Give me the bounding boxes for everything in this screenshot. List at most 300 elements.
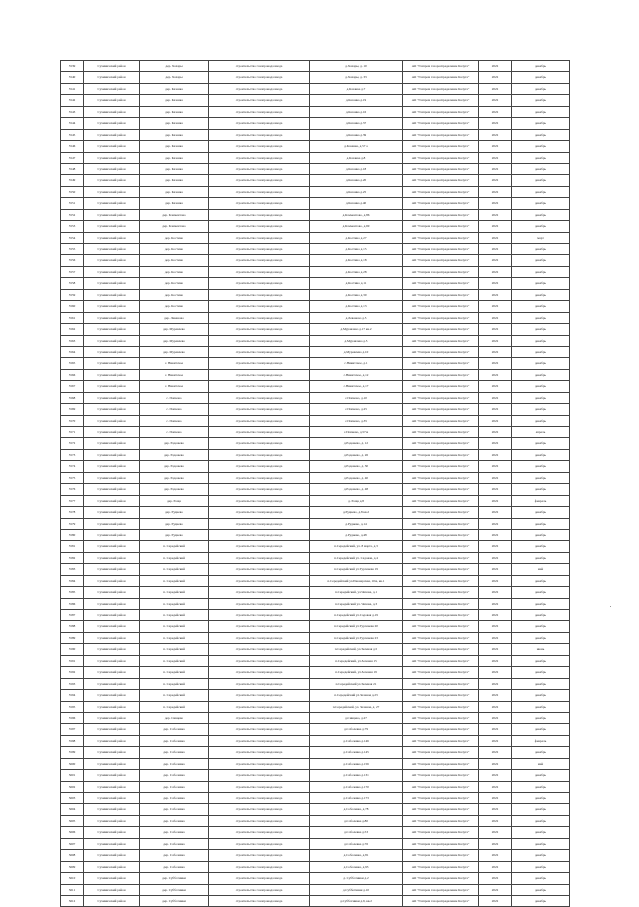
month-cell: декабрь xyxy=(512,152,570,163)
year-cell: 2022 xyxy=(479,758,512,769)
table-row xyxy=(61,621,570,632)
row-number: 5549 xyxy=(61,175,84,186)
year-cell: 2022 xyxy=(479,106,512,117)
district-cell: Сухиничский район xyxy=(84,507,140,518)
month-cell: декабрь xyxy=(512,850,570,861)
organization-cell: АО "Газпром газораспределение Калуга" xyxy=(403,770,479,781)
year-cell: 2022 xyxy=(479,701,512,712)
district-cell: Сухиничский район xyxy=(84,587,140,598)
row-number: 5545 xyxy=(61,129,84,140)
organization-cell: АО "Газпром газораспределение Калуга" xyxy=(403,873,479,884)
district-cell: Сухиничский район xyxy=(84,598,140,609)
locality-cell: с. Никитское xyxy=(140,381,209,392)
work-type-cell: строительство газопровода ввода xyxy=(209,895,310,906)
work-type-cell: строительство газопровода ввода xyxy=(209,564,310,575)
district-cell: Сухиничский район xyxy=(84,346,140,357)
locality-cell: дер. Хохары xyxy=(140,72,209,83)
month-cell: декабрь xyxy=(512,198,570,209)
year-cell: 2022 xyxy=(479,667,512,678)
district-cell: Сухиничский район xyxy=(84,838,140,849)
district-cell: Сухиничский район xyxy=(84,392,140,403)
organization-cell: АО "Газпром газораспределение Калуга" xyxy=(403,804,479,815)
organization-cell: АО "Газпром газораспределение Калуга" xyxy=(403,198,479,209)
district-cell: Сухиничский район xyxy=(84,610,140,621)
month-cell: декабрь xyxy=(512,415,570,426)
address-cell: с.Попково, д.25 xyxy=(310,404,403,415)
district-cell: Сухиничский район xyxy=(84,175,140,186)
locality-cell: п. Середейский xyxy=(140,632,209,643)
organization-cell: АО "Газпром газораспределение Калуга" xyxy=(403,461,479,472)
month-cell: декабрь xyxy=(512,884,570,895)
organization-cell: АО "Газпром газораспределение Калуга" xyxy=(403,793,479,804)
locality-cell: дер. Роща xyxy=(140,495,209,506)
locality-cell: дер. Соболевка xyxy=(140,861,209,872)
work-type-cell: строительство газопровода ввода xyxy=(209,861,310,872)
work-type-cell: строительство газопровода ввода xyxy=(209,232,310,243)
month-cell: декабрь xyxy=(512,529,570,540)
locality-cell: дер. Соболевка xyxy=(140,804,209,815)
month-cell: декабрь xyxy=(512,83,570,94)
month-cell: декабрь xyxy=(512,141,570,152)
year-cell: 2022 xyxy=(479,198,512,209)
row-number: 5578 xyxy=(61,507,84,518)
locality-cell: дер. Казанка xyxy=(140,95,209,106)
locality-cell: дер. Костино xyxy=(140,289,209,300)
table-row xyxy=(61,438,570,449)
address-cell: с.Никитское, д.12 xyxy=(310,369,403,380)
table-row xyxy=(61,415,570,426)
table-row xyxy=(61,163,570,174)
address-cell: д.Казанка д.39 xyxy=(310,129,403,140)
organization-cell: АО "Газпром газораспределение Калуга" xyxy=(403,575,479,586)
work-type-cell: строительство газопровода ввода xyxy=(209,438,310,449)
work-type-cell: строительство газопровода ввода xyxy=(209,518,310,529)
work-type-cell: строительство газопровода ввода xyxy=(209,301,310,312)
address-cell: с.Попково, д.10 xyxy=(310,392,403,403)
district-cell: Сухиничский район xyxy=(84,804,140,815)
address-cell: п.Середейский, ул. Зеленая, д. 27 xyxy=(310,701,403,712)
work-type-cell: строительство газопровода ввода xyxy=(209,667,310,678)
row-number: 5563 xyxy=(61,335,84,346)
work-type-cell: строительство газопровода ввода xyxy=(209,484,310,495)
district-cell: Сухиничский район xyxy=(84,129,140,140)
address-cell: д.Соболевка д.53 xyxy=(310,827,403,838)
address-cell: д.Радожево, д. 40 xyxy=(310,472,403,483)
table-row xyxy=(61,335,570,346)
work-type-cell: строительство газопровода ввода xyxy=(209,610,310,621)
locality-cell: дер. Субботники xyxy=(140,884,209,895)
month-cell: декабрь xyxy=(512,472,570,483)
row-number: 5548 xyxy=(61,163,84,174)
month-cell: декабрь xyxy=(512,438,570,449)
organization-cell: АО "Газпром газораспределение Калуга" xyxy=(403,690,479,701)
table-row xyxy=(61,827,570,838)
district-cell: Сухиничский район xyxy=(84,850,140,861)
row-number: 5559 xyxy=(61,289,84,300)
month-cell: декабрь xyxy=(512,392,570,403)
year-cell: 2022 xyxy=(479,598,512,609)
year-cell: 2022 xyxy=(479,438,512,449)
month-cell: декабрь xyxy=(512,266,570,277)
address-cell: д.Казанка д.16 xyxy=(310,106,403,117)
table-row xyxy=(61,266,570,277)
year-cell: 2022 xyxy=(479,781,512,792)
year-cell: 2022 xyxy=(479,495,512,506)
organization-cell: АО "Газпром газораспределение Калуга" xyxy=(403,209,479,220)
district-cell: Сухиничский район xyxy=(84,793,140,804)
district-cell: Сухиничский район xyxy=(84,95,140,106)
work-type-cell: строительство газопровода ввода xyxy=(209,335,310,346)
work-type-cell: строительство газопровода ввода xyxy=(209,552,310,563)
year-cell: 2022 xyxy=(479,712,512,723)
row-number: 5542 xyxy=(61,95,84,106)
table-row xyxy=(61,873,570,884)
locality-cell: п. Середейский xyxy=(140,541,209,552)
row-number: 5557 xyxy=(61,266,84,277)
work-type-cell: строительство газопровода ввода xyxy=(209,655,310,666)
year-cell: 2022 xyxy=(479,244,512,255)
month-cell: декабрь xyxy=(512,381,570,392)
district-cell: Сухиничский район xyxy=(84,289,140,300)
year-cell: 2022 xyxy=(479,129,512,140)
table-row xyxy=(61,861,570,872)
address-cell: д.Соболевка д.146 xyxy=(310,735,403,746)
district-cell: Сухиничский район xyxy=(84,186,140,197)
work-type-cell: строительство газопровода ввода xyxy=(209,541,310,552)
address-cell: п.Середейский ул.Пионерская, 10А, кв.1 xyxy=(310,575,403,586)
organization-cell: АО "Газпром газораспределение Калуга" xyxy=(403,221,479,232)
month-cell: декабрь xyxy=(512,678,570,689)
work-type-cell: строительство газопровода ввода xyxy=(209,186,310,197)
row-number: 5543 xyxy=(61,106,84,117)
address-cell: п.Середейский, ул. 8 марта, д.3 xyxy=(310,541,403,552)
year-cell: 2022 xyxy=(479,335,512,346)
locality-cell: дер. Соболевка xyxy=(140,838,209,849)
address-cell: д.Соболевка, д.81 xyxy=(310,850,403,861)
work-type-cell: строительство газопровода ввода xyxy=(209,632,310,643)
year-cell: 2022 xyxy=(479,529,512,540)
row-number: 5610 xyxy=(61,873,84,884)
year-cell: 2022 xyxy=(479,61,512,72)
address-cell: д.Казанка д.20 xyxy=(310,175,403,186)
year-cell: 2022 xyxy=(479,118,512,129)
work-type-cell: строительство газопровода ввода xyxy=(209,598,310,609)
table-row xyxy=(61,209,570,220)
organization-cell: АО "Газпром газораспределение Калуга" xyxy=(403,598,479,609)
row-number: 5561 xyxy=(61,312,84,323)
locality-cell: дер. Соболевка xyxy=(140,735,209,746)
district-cell: Сухиничский район xyxy=(84,72,140,83)
locality-cell: дер. Соболевка xyxy=(140,827,209,838)
year-cell: 2022 xyxy=(479,289,512,300)
district-cell: Сухиничский район xyxy=(84,747,140,758)
address-cell: п.Середейский ул.Тургенева 19 xyxy=(310,564,403,575)
table-row xyxy=(61,644,570,655)
district-cell: Сухиничский район xyxy=(84,770,140,781)
address-cell: д.Соболевка, д.93 xyxy=(310,861,403,872)
row-number: 5583 xyxy=(61,564,84,575)
table-row xyxy=(61,278,570,289)
work-type-cell: строительство газопровода ввода xyxy=(209,724,310,735)
work-type-cell: строительство газопровода ввода xyxy=(209,381,310,392)
work-type-cell: строительство газопровода ввода xyxy=(209,175,310,186)
year-cell: 2022 xyxy=(479,518,512,529)
row-number: 5562 xyxy=(61,324,84,335)
address-cell: п.Середейский ул.Зеленая д.23 xyxy=(310,690,403,701)
locality-cell: дер. Соболевка xyxy=(140,815,209,826)
month-cell: декабрь xyxy=(512,484,570,495)
organization-cell: АО "Газпром газораспределение Калуга" xyxy=(403,106,479,117)
month-cell: декабрь xyxy=(512,621,570,632)
row-number: 5570 xyxy=(61,415,84,426)
year-cell: 2022 xyxy=(479,324,512,335)
table-row xyxy=(61,312,570,323)
table-row xyxy=(61,507,570,518)
address-cell: д.Сивцево, д.27 xyxy=(310,712,403,723)
year-cell: 2022 xyxy=(479,827,512,838)
address-cell: д.Казанка д.18 xyxy=(310,163,403,174)
year-cell: 2022 xyxy=(479,552,512,563)
organization-cell: АО "Газпром газораспределение Калуга" xyxy=(403,518,479,529)
address-cell: д. Субботники д.2 xyxy=(310,873,403,884)
organization-cell: АО "Газпром газораспределение Калуга" xyxy=(403,141,479,152)
address-cell: д.Клементово, д.86 xyxy=(310,209,403,220)
organization-cell: АО "Газпром газораспределение Калуга" xyxy=(403,884,479,895)
month-cell: декабрь xyxy=(512,724,570,735)
table-row xyxy=(61,129,570,140)
month-cell: декабрь xyxy=(512,358,570,369)
row-number: 5604 xyxy=(61,804,84,815)
year-cell: 2022 xyxy=(479,72,512,83)
locality-cell: п. Середейский xyxy=(140,621,209,632)
row-number: 5566 xyxy=(61,369,84,380)
address-cell: д.Радожево, д. 26 xyxy=(310,449,403,460)
district-cell: Сухиничский район xyxy=(84,541,140,552)
month-cell: декабрь xyxy=(512,118,570,129)
month-cell: декабрь xyxy=(512,804,570,815)
year-cell: 2022 xyxy=(479,587,512,598)
month-cell: декабрь xyxy=(512,895,570,906)
work-type-cell: строительство газопровода ввода xyxy=(209,495,310,506)
month-cell: декабрь xyxy=(512,610,570,621)
district-cell: Сухиничский район xyxy=(84,552,140,563)
district-cell: Сухиничский район xyxy=(84,575,140,586)
month-cell: декабрь xyxy=(512,667,570,678)
locality-cell: дер. Радожево xyxy=(140,484,209,495)
row-number: 5612 xyxy=(61,895,84,906)
organization-cell: АО "Газпром газораспределение Калуга" xyxy=(403,392,479,403)
locality-cell: дер. Хохары xyxy=(140,61,209,72)
work-type-cell: строительство газопровода ввода xyxy=(209,255,310,266)
table-row xyxy=(61,632,570,643)
row-number: 5606 xyxy=(61,827,84,838)
row-number: 5577 xyxy=(61,495,84,506)
year-cell: 2022 xyxy=(479,541,512,552)
locality-cell: дер. Муравлево xyxy=(140,346,209,357)
table-row xyxy=(61,232,570,243)
month-cell: декабрь xyxy=(512,312,570,323)
work-type-cell: строительство газопровода ввода xyxy=(209,644,310,655)
organization-cell: АО "Газпром газораспределение Калуга" xyxy=(403,895,479,906)
table-row xyxy=(61,850,570,861)
row-number: 5560 xyxy=(61,301,84,312)
row-number: 5596 xyxy=(61,712,84,723)
month-cell: декабрь xyxy=(512,278,570,289)
work-type-cell: строительство газопровода ввода xyxy=(209,163,310,174)
district-cell: Сухиничский район xyxy=(84,266,140,277)
work-type-cell: строительство газопровода ввода xyxy=(209,827,310,838)
year-cell: 2022 xyxy=(479,232,512,243)
table-row xyxy=(61,118,570,129)
district-cell: Сухиничский район xyxy=(84,381,140,392)
organization-cell: АО "Газпром газораспределение Калуга" xyxy=(403,507,479,518)
address-cell: п.Середейский, ул.Чехова, д.1 xyxy=(310,587,403,598)
row-number: 5586 xyxy=(61,598,84,609)
address-cell: д.Соболевка д.156 xyxy=(310,758,403,769)
work-type-cell: строительство газопровода ввода xyxy=(209,701,310,712)
address-cell: п.Середейский ул.Зеленая 21 xyxy=(310,678,403,689)
table-row xyxy=(61,495,570,506)
month-cell: май xyxy=(512,758,570,769)
year-cell: 2022 xyxy=(479,655,512,666)
year-cell: 2022 xyxy=(479,690,512,701)
year-cell: 2022 xyxy=(479,815,512,826)
work-type-cell: строительство газопровода ввода xyxy=(209,61,310,72)
organization-cell: АО "Газпром газораспределение Калуга" xyxy=(403,610,479,621)
district-cell: Сухиничский район xyxy=(84,701,140,712)
organization-cell: АО "Газпром газораспределение Калуга" xyxy=(403,358,479,369)
organization-cell: АО "Газпром газораспределение Калуга" xyxy=(403,861,479,872)
table-row xyxy=(61,301,570,312)
row-number: 5590 xyxy=(61,644,84,655)
work-type-cell: строительство газопровода ввода xyxy=(209,793,310,804)
district-cell: Сухиничский район xyxy=(84,632,140,643)
work-type-cell: строительство газопровода ввода xyxy=(209,781,310,792)
table-row xyxy=(61,564,570,575)
locality-cell: дер. Казанка xyxy=(140,129,209,140)
year-cell: 2022 xyxy=(479,278,512,289)
year-cell: 2022 xyxy=(479,266,512,277)
work-type-cell: строительство газопровода ввода xyxy=(209,884,310,895)
district-cell: Сухиничский район xyxy=(84,415,140,426)
table-row xyxy=(61,152,570,163)
row-number: 5598 xyxy=(61,735,84,746)
district-cell: Сухиничский район xyxy=(84,141,140,152)
row-number: 5584 xyxy=(61,575,84,586)
locality-cell: с. Никитское xyxy=(140,369,209,380)
row-number: 5588 xyxy=(61,621,84,632)
table-row xyxy=(61,667,570,678)
locality-cell: дер. Костино xyxy=(140,266,209,277)
address-cell: д.Муравлево д.5 xyxy=(310,335,403,346)
locality-cell: дер. Казанка xyxy=(140,83,209,94)
month-cell: декабрь xyxy=(512,449,570,460)
district-cell: Сухиничский район xyxy=(84,861,140,872)
work-type-cell: строительство газопровода ввода xyxy=(209,873,310,884)
organization-cell: АО "Газпром газораспределение Калуга" xyxy=(403,621,479,632)
address-cell: д.Костино д.15 xyxy=(310,244,403,255)
year-cell: 2022 xyxy=(479,850,512,861)
organization-cell: АО "Газпром газораспределение Калуга" xyxy=(403,163,479,174)
row-number: 5550 xyxy=(61,186,84,197)
month-cell: март xyxy=(512,232,570,243)
organization-cell: АО "Газпром газораспределение Калуга" xyxy=(403,324,479,335)
locality-cell: п. Середейский xyxy=(140,610,209,621)
work-type-cell: строительство газопровода ввода xyxy=(209,72,310,83)
organization-cell: АО "Газпром газораспределение Калуга" xyxy=(403,83,479,94)
locality-cell: п. Середейский xyxy=(140,564,209,575)
row-number: 5582 xyxy=(61,552,84,563)
table-row xyxy=(61,404,570,415)
district-cell: Сухиничский район xyxy=(84,472,140,483)
organization-cell: АО "Газпром газораспределение Калуга" xyxy=(403,472,479,483)
address-cell: с.Никитское, д.17 xyxy=(310,381,403,392)
district-cell: Сухиничский район xyxy=(84,221,140,232)
district-cell: Сухиничский район xyxy=(84,621,140,632)
organization-cell: АО "Газпром газораспределение Калуга" xyxy=(403,232,479,243)
row-number: 5591 xyxy=(61,655,84,666)
work-type-cell: строительство газопровода ввода xyxy=(209,198,310,209)
district-cell: Сухиничский район xyxy=(84,335,140,346)
organization-cell: АО "Газпром газораспределение Калуга" xyxy=(403,95,479,106)
year-cell: 2022 xyxy=(479,610,512,621)
address-cell: п.Середейский, ул.Зеленая 15 xyxy=(310,655,403,666)
table-row xyxy=(61,770,570,781)
address-cell: д.Соболевка д.80 xyxy=(310,815,403,826)
locality-cell: п. Середейский xyxy=(140,587,209,598)
organization-cell: АО "Газпром газораспределение Калуга" xyxy=(403,587,479,598)
row-number: 5600 xyxy=(61,758,84,769)
address-cell: п.Середейский, ул.Зеленая 19 xyxy=(310,667,403,678)
address-cell: д.Муравлево д.10 xyxy=(310,346,403,357)
district-cell: Сухиничский район xyxy=(84,404,140,415)
locality-cell: дер. Казанка xyxy=(140,106,209,117)
organization-cell: АО "Газпром газораспределение Калуга" xyxy=(403,667,479,678)
locality-cell: п. Середейский xyxy=(140,701,209,712)
month-cell: июнь xyxy=(512,644,570,655)
locality-cell: дер. Соболевка xyxy=(140,850,209,861)
district-cell: Сухиничский район xyxy=(84,106,140,117)
row-number: 5558 xyxy=(61,278,84,289)
district-cell: Сухиничский район xyxy=(84,209,140,220)
organization-cell: АО "Газпром газораспределение Калуга" xyxy=(403,655,479,666)
work-type-cell: строительство газопровода ввода xyxy=(209,747,310,758)
year-cell: 2022 xyxy=(479,163,512,174)
month-cell: декабрь xyxy=(512,587,570,598)
organization-cell: АО "Газпром газораспределение Калуга" xyxy=(403,781,479,792)
organization-cell: АО "Газпром газораспределение Калуга" xyxy=(403,495,479,506)
table-row xyxy=(61,701,570,712)
work-type-cell: строительство газопровода ввода xyxy=(209,346,310,357)
district-cell: Сухиничский район xyxy=(84,427,140,438)
district-cell: Сухиничский район xyxy=(84,83,140,94)
address-cell: п.Середейский ул. Чехова, д.3 xyxy=(310,598,403,609)
district-cell: Сухиничский район xyxy=(84,484,140,495)
address-cell: д.Костино д.30 xyxy=(310,289,403,300)
address-cell: д.Казанка д.37 xyxy=(310,118,403,129)
row-number: 5541 xyxy=(61,83,84,94)
year-cell: 2022 xyxy=(479,507,512,518)
month-cell: декабрь xyxy=(512,301,570,312)
month-cell: декабрь xyxy=(512,793,570,804)
district-cell: Сухиничский район xyxy=(84,678,140,689)
month-cell: декабрь xyxy=(512,747,570,758)
year-cell: 2022 xyxy=(479,404,512,415)
locality-cell: дер. Казанка xyxy=(140,152,209,163)
work-type-cell: строительство газопровода ввода xyxy=(209,83,310,94)
year-cell: 2022 xyxy=(479,358,512,369)
district-cell: Сухиничский район xyxy=(84,61,140,72)
